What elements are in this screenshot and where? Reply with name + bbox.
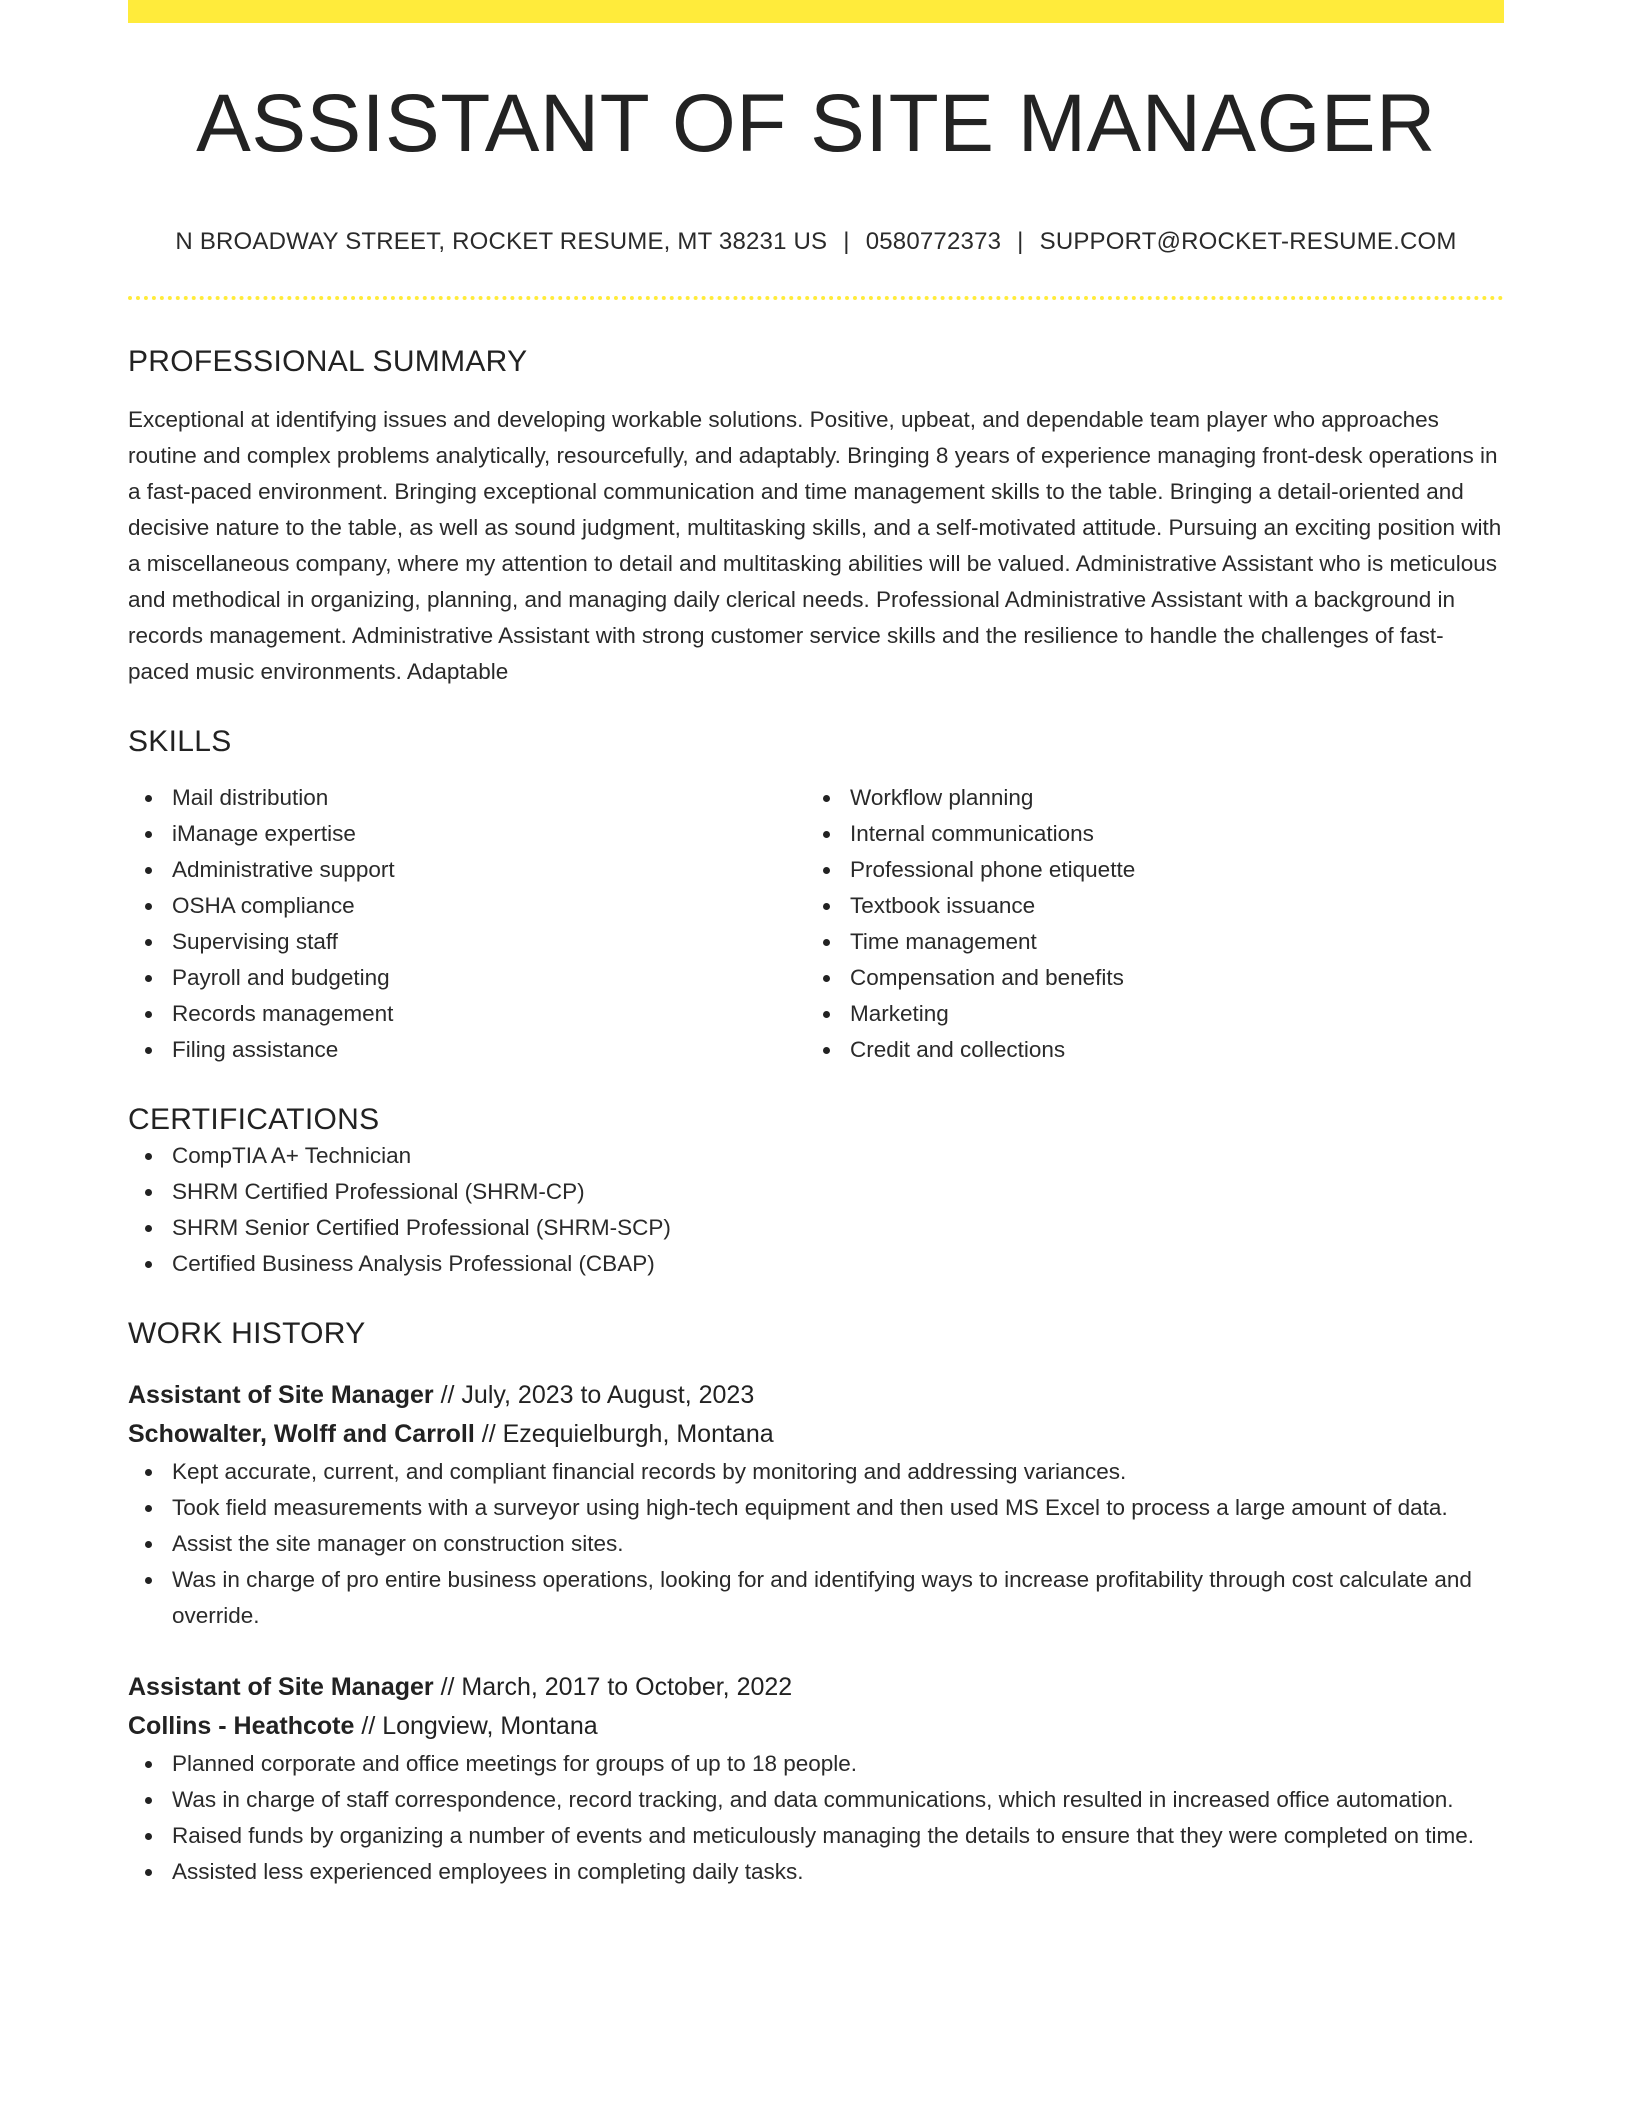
accent-top-bar <box>128 0 1504 23</box>
skill-label: Administrative support <box>172 857 395 882</box>
bullet-dot <box>823 1011 830 1018</box>
skill-item <box>128 888 806 924</box>
certification-label: SHRM Senior Certified Professional (SHRM-SCP) <box>172 1215 671 1240</box>
certification-label: SHRM Certified Professional (SHRM-CP) <box>172 1179 585 1204</box>
job-bullet-item <box>128 1854 1504 1890</box>
contact-email: SUPPORT@ROCKET-RESUME.COM <box>1039 228 1457 255</box>
skill-item <box>128 960 806 996</box>
job-company-line <box>128 1707 1504 1746</box>
job-bullet-item <box>128 1562 1504 1634</box>
job-bullet-text: Kept accurate, current, and compliant financial records by monitoring and addressing variances. <box>172 1459 1127 1484</box>
skills-list-right <box>806 780 1484 1068</box>
job-bullet-text: Was in charge of pro entire business operations, looking for and identifying ways to increase profitability through cost calculate and override. <box>172 1567 1472 1628</box>
skill-item <box>806 816 1484 852</box>
certifications-heading: CERTIFICATIONS <box>128 1103 380 1136</box>
job-entry <box>128 1376 1504 1634</box>
skill-label: Credit and collections <box>850 1037 1066 1062</box>
job-header <box>128 1376 1504 1454</box>
skill-item <box>806 888 1484 924</box>
bullet-dot <box>145 1541 152 1548</box>
job-bullet-text: Was in charge of staff correspondence, record tracking, and data communications, which resulted in increased office automation. <box>172 1787 1454 1812</box>
job-bullet-text: Assisted less experienced employees in completing daily tasks. <box>172 1859 804 1884</box>
bullet-dot <box>145 1505 152 1512</box>
skills-columns <box>128 780 1504 1068</box>
skill-item <box>128 924 806 960</box>
job-bullet-text: Planned corporate and office meetings for groups of up to 18 people. <box>172 1751 858 1776</box>
contact-line <box>128 228 1504 256</box>
skill-label: Time management <box>850 929 1037 954</box>
skill-item <box>128 780 806 816</box>
job-location: // Longview, Montana <box>361 1712 598 1740</box>
bullet-dot <box>145 939 152 946</box>
bullet-dot <box>145 1869 152 1876</box>
job-role: Assistant of Site Manager <box>128 1381 434 1409</box>
skill-label: Compensation and benefits <box>850 965 1124 990</box>
skill-label: Records management <box>172 1001 394 1026</box>
skill-label: Mail distribution <box>172 785 329 810</box>
skill-item <box>128 816 806 852</box>
bullet-dot <box>145 1797 152 1804</box>
certification-item <box>128 1138 1504 1174</box>
job-location: // Ezequielburgh, Montana <box>481 1420 774 1448</box>
job-bullet-item <box>128 1454 1504 1490</box>
contact-separator: | <box>843 228 850 255</box>
bullet-dot <box>145 831 152 838</box>
skill-label: Textbook issuance <box>850 893 1036 918</box>
job-bullets <box>128 1454 1504 1634</box>
summary-heading: PROFESSIONAL SUMMARY <box>128 345 528 378</box>
job-bullet-item <box>128 1818 1504 1854</box>
bullet-dot <box>145 795 152 802</box>
bullet-dot <box>145 1225 152 1232</box>
skill-item <box>806 924 1484 960</box>
bullet-dot <box>145 903 152 910</box>
job-role-line <box>128 1668 1504 1707</box>
job-bullet-text: Took field measurements with a surveyor using high-tech equipment and then used MS Excel to process a large amount of data. <box>172 1495 1448 1520</box>
job-bullets <box>128 1746 1504 1890</box>
skill-item <box>128 1032 806 1068</box>
bullet-dot <box>145 1761 152 1768</box>
work-history-heading: WORK HISTORY <box>128 1317 366 1350</box>
certification-item <box>128 1210 1504 1246</box>
skill-item <box>806 852 1484 888</box>
bullet-dot <box>145 1011 152 1018</box>
skill-item <box>128 996 806 1032</box>
certification-label: CompTIA A+ Technician <box>172 1143 412 1168</box>
job-bullet-item <box>128 1782 1504 1818</box>
skill-label: Supervising staff <box>172 929 338 954</box>
resume-title: ASSISTANT OF SITE MANAGER <box>196 78 1436 169</box>
contact-separator: | <box>1017 228 1024 255</box>
certification-item <box>128 1246 1504 1282</box>
job-bullet-text: Assist the site manager on construction sites. <box>172 1531 624 1556</box>
bullet-dot <box>145 1469 152 1476</box>
job-entry <box>128 1668 1504 1890</box>
skill-item <box>128 852 806 888</box>
skill-label: iManage expertise <box>172 821 356 846</box>
job-company: Schowalter, Wolff and Carroll <box>128 1420 475 1448</box>
skill-label: Marketing <box>850 1001 949 1026</box>
skill-label: Workflow planning <box>850 785 1034 810</box>
job-bullet-item <box>128 1746 1504 1782</box>
bullet-dot <box>823 903 830 910</box>
bullet-dot <box>823 867 830 874</box>
dotted-divider <box>128 296 1504 300</box>
bullet-dot <box>823 795 830 802</box>
job-bullet-text: Raised funds by organizing a number of events and meticulously managing the details to ensure that they were completed on time. <box>172 1823 1475 1848</box>
bullet-dot <box>145 1577 152 1584</box>
skill-item <box>806 780 1484 816</box>
bullet-dot <box>145 1833 152 1840</box>
job-header <box>128 1668 1504 1746</box>
skills-list-left <box>128 780 806 1068</box>
skill-label: Payroll and budgeting <box>172 965 390 990</box>
contact-phone: 0580772373 <box>865 228 1002 255</box>
certifications-list <box>128 1138 1504 1282</box>
skill-label: Filing assistance <box>172 1037 339 1062</box>
contact-address: N BROADWAY STREET, ROCKET RESUME, MT 38231 US <box>175 228 828 255</box>
bullet-dot <box>145 1153 152 1160</box>
certification-item <box>128 1174 1504 1210</box>
bullet-dot <box>823 1047 830 1054</box>
job-bullet-item <box>128 1490 1504 1526</box>
bullet-dot <box>145 975 152 982</box>
skill-label: Professional phone etiquette <box>850 857 1136 882</box>
skills-heading: SKILLS <box>128 725 232 758</box>
job-company: Collins - Heathcote <box>128 1712 355 1740</box>
bullet-dot <box>145 1261 152 1268</box>
skill-label: OSHA compliance <box>172 893 355 918</box>
job-dates: // March, 2017 to October, 2022 <box>440 1673 793 1701</box>
bullet-dot <box>823 975 830 982</box>
summary-text: Exceptional at identifying issues and developing workable solutions. Positive, upbeat, and dependable team player who approaches routine and complex problems analytically, resourcefully, and adaptably. Bringing 8 years of experience managing front-desk operations in a fast-paced environment. Bringing exceptional communication and time management skills to the table. Bringing a detail-oriented and decisive nature to the table, as well as sound judgment, multitasking skills, and a self-motivated attitude. Pursuing an exciting position with a miscellaneous company, where my attention to detail and multitasking abilities will be valued. Administrative Assistant who is meticulous and methodical in organizing, planning, and managing daily clerical needs. Professional Administrative Assistant with a background in records management. Administrative Assistant with strong customer service skills and the resilience to handle the challenges of fast-paced music environments. Adaptable <box>128 407 1502 684</box>
job-role: Assistant of Site Manager <box>128 1673 434 1701</box>
skill-item <box>806 960 1484 996</box>
skill-label: Internal communications <box>850 821 1094 846</box>
bullet-dot <box>145 1189 152 1196</box>
bullet-dot <box>145 867 152 874</box>
bullet-dot <box>145 1047 152 1054</box>
bullet-dot <box>823 939 830 946</box>
resume-page <box>128 0 1504 1890</box>
bullet-dot <box>823 831 830 838</box>
skill-item <box>806 1032 1484 1068</box>
certification-label: Certified Business Analysis Professional (CBAP) <box>172 1251 655 1276</box>
skill-item <box>806 996 1484 1032</box>
job-dates: // July, 2023 to August, 2023 <box>440 1381 755 1409</box>
job-bullet-item <box>128 1526 1504 1562</box>
job-company-line <box>128 1415 1504 1454</box>
job-role-line <box>128 1376 1504 1415</box>
